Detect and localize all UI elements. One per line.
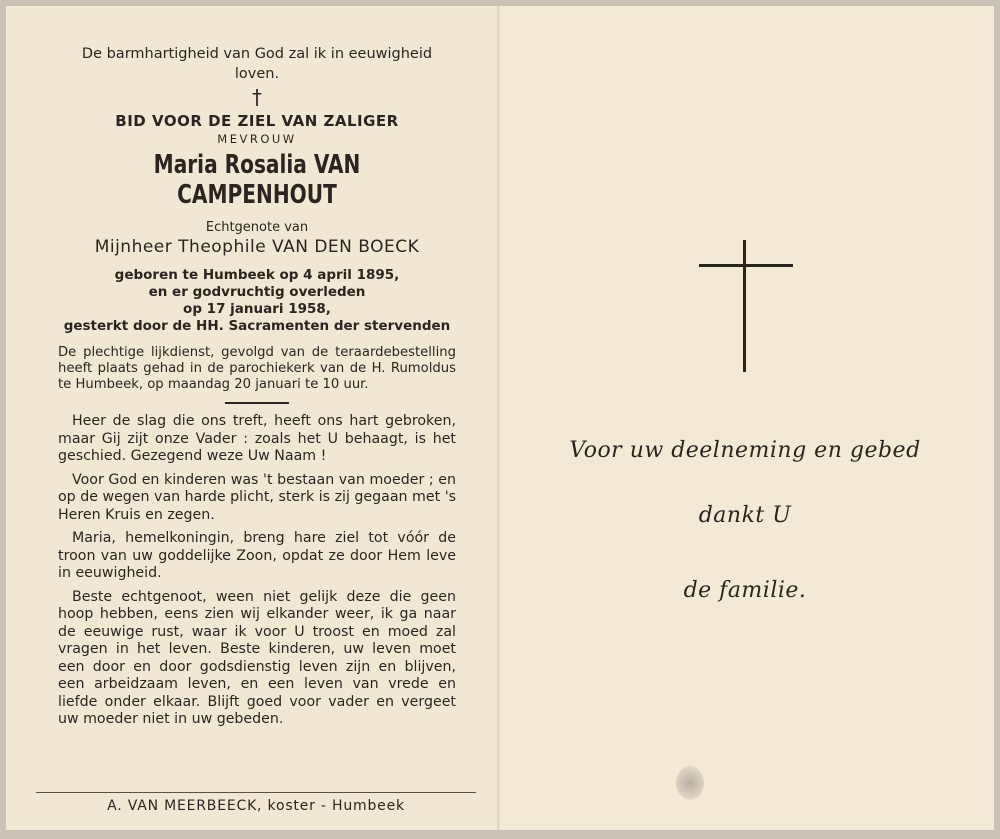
prayer-paragraph: Maria, hemelkoningin, breng hare ziel tot vóór de troon van uw goddelijke Zoon, opdat ze door Hem leve in eeuwigheid.	[58, 530, 456, 581]
thanks-dankt: dankt U	[698, 503, 792, 528]
birth-line: geboren te Humbeek op 4 april 1895,	[114, 267, 400, 283]
spouse-label: Echtgenote van	[205, 220, 309, 235]
left-panel	[6, 6, 498, 830]
cross-vertical-bar	[743, 240, 746, 372]
printer-footer: A. VAN MEERBEECK, koster - Humbeek	[36, 792, 476, 814]
intro-quote: De barmhartigheid van God zal ik in eeuwigheid loven.	[81, 46, 433, 82]
divider	[225, 402, 289, 404]
small-cross-icon: †	[252, 85, 262, 109]
large-cross-icon	[699, 240, 793, 372]
deceased-name: Maria Rosalia VAN CAMPENHOUT	[153, 150, 361, 210]
prayer-paragraph: Voor God en kinderen was 't bestaan van moeder ; en op de wegen van harde plicht, sterk is zij gegaan met 's Heren Kruis en zegen.	[58, 471, 456, 523]
cross-horizontal-bar	[699, 264, 793, 267]
thanks-family: de familie.	[683, 578, 807, 603]
funeral-notice: De plechtige lijkdienst, gevolgd van de teraardebestelling heeft plaats gehad in de parochiekerk van de H. Rumoldus te Humbeek, op maandag 20 januari te 10 uur.	[58, 345, 456, 392]
life-dates	[58, 267, 456, 335]
sacraments-line: gesterkt door de HH. Sacramenten der stervenden	[63, 318, 451, 334]
title-mevrouw: MEVROUW	[217, 132, 297, 146]
spouse-name: Mijnheer Theophile VAN DEN BOECK	[94, 237, 420, 257]
thanks-line: Voor uw deelneming en gebed	[569, 438, 921, 463]
left-content	[58, 44, 456, 735]
prayer-paragraph: Heer de slag die ons treft, heeft ons hart gebroken, maar Gij zijt onze Vader : zoals het U behaagt, is het geschied. Gezegend weze Uw Naam !	[58, 413, 456, 464]
death-line: en er godvruchtig overleden	[148, 284, 366, 300]
right-panel	[500, 6, 994, 830]
prayer-paragraph: Beste echtgenoot, ween niet gelijk deze die geen hoop hebben, eens zien wij elkander weer, ik ga naar de eeuwige rust, waar ik voor U troost en moed zal vragen in het leven. Beste kinderen, uw leven moet een door en door godsdienstig leven zijn en blijven, een arbeidzaam leven, en een leven van vrede en liefde onder elkaar. Blijft goed voor vader en vergeet uw moeder niet in uw gebeden.	[58, 588, 456, 727]
death-date-line: op 17 januari 1958,	[183, 301, 331, 317]
paper-stain	[676, 766, 704, 800]
prayer-heading: BID VOOR DE ZIEL VAN ZALIGER	[115, 112, 399, 130]
